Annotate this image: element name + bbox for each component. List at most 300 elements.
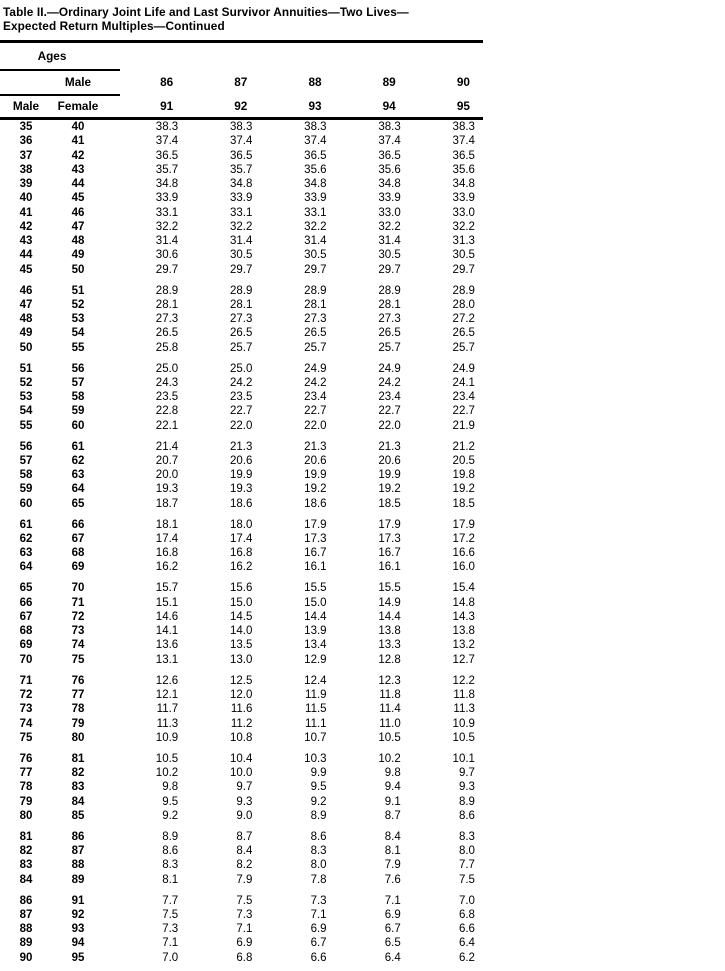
female-age-cell: 63 [71,469,85,482]
multiple-value-cell: 6.9 [236,937,253,950]
male-age-cell: 71 [19,674,33,687]
male-age-cell: 65 [19,582,33,595]
multiple-value-cell: 25.7 [378,341,401,354]
row-block [0,894,483,965]
multiple-value-cell: 6.5 [384,937,401,950]
multiple-value-cell: 21.4 [155,440,179,453]
multiple-value-cell: 26.5 [378,327,401,340]
female-age-cell: 91 [71,894,85,907]
multiple-value-cell: 23.4 [378,391,401,404]
multiple-value-cell: 7.0 [162,951,179,964]
multiple-value-cell: 7.7 [162,894,179,907]
multiple-value-cell: 16.7 [304,547,327,560]
table-row [0,809,483,823]
multiple-value-cell: 24.2 [378,376,401,389]
multiple-value-cell: 9.1 [384,795,401,808]
multiple-value-cell: 7.1 [162,937,179,950]
male-age-cell: 75 [19,731,33,744]
female-age-cell: 68 [71,547,85,560]
multiple-value-cell: 33.1 [155,206,179,219]
table-row [0,177,483,191]
table-row [0,390,483,404]
multiple-value-cell: 19.9 [304,469,327,482]
multiple-value-cell: 22.0 [378,419,401,432]
multiple-value-cell: 21.2 [452,440,475,453]
multiple-value-cell: 28.1 [155,298,179,311]
multiple-value-cell: 33.0 [452,206,475,219]
female-age-cell: 58 [71,391,85,404]
table-row [0,518,483,532]
female-age-cell: 41 [71,135,85,148]
multiple-value-cell: 27.3 [304,313,327,326]
table-row [0,149,483,163]
multiple-value-cell: 7.5 [458,873,475,886]
multiple-value-cell: 9.0 [236,809,253,822]
male-age-cell: 52 [19,376,33,389]
multiple-value-cell: 15.0 [229,596,253,609]
table-row [0,312,483,326]
multiple-value-cell: 29.7 [378,263,401,276]
male-age-cell: 49 [19,327,33,340]
multiple-value-cell: 26.5 [155,327,179,340]
table-row [0,873,483,887]
table-row [0,752,483,766]
multiple-value-cell: 33.1 [304,206,327,219]
multiple-value-cell: 6.9 [384,908,401,921]
female-age-cell: 82 [71,767,85,780]
multiple-value-cell: 16.1 [304,561,327,574]
multiple-value-cell: 18.6 [229,497,253,510]
multiple-value-cell: 9.4 [384,781,401,794]
multiple-value-cell: 16.1 [378,561,401,574]
female-age-cell: 76 [71,674,85,687]
multiple-value-cell: 38.3 [304,121,327,133]
multiple-value-cell: 20.6 [229,454,253,467]
multiple-value-cell: 36.5 [304,149,327,162]
multiple-value-cell: 33.9 [378,192,401,205]
multiple-value-cell: 19.9 [378,469,401,482]
table-row [0,688,483,702]
table-row [0,482,483,496]
multiple-value-cell: 17.9 [304,518,327,531]
multiple-value-cell: 28.9 [452,284,475,297]
male-age-cell: 42 [19,220,33,233]
multiple-value-cell: 9.5 [310,781,327,794]
multiple-value-cell: 25.7 [304,341,327,354]
male-age-col-header: 87 [234,75,248,89]
multiple-value-cell: 29.7 [155,263,179,276]
male-age-cell: 51 [19,362,33,375]
male-age-col-header: 88 [308,75,322,89]
multiple-value-cell: 24.2 [304,376,327,389]
female-age-col-header: 95 [456,99,470,113]
multiple-value-cell: 34.8 [452,178,475,190]
multiple-value-cell: 31.3 [452,235,475,247]
multiple-value-cell: 19.2 [452,483,475,496]
table-row [0,638,483,652]
female-age-cell: 87 [71,845,85,858]
multiple-value-cell: 11.9 [305,689,327,702]
multiple-value-cell: 22.1 [155,419,179,432]
multiple-value-cell: 14.4 [378,610,401,623]
multiple-value-cell: 7.7 [458,859,475,872]
multiple-value-cell: 8.2 [236,859,253,872]
male-age-cell: 61 [19,518,33,531]
multiple-value-cell: 35.7 [229,163,253,176]
multiple-value-cell: 38.3 [155,121,179,133]
multiple-value-cell: 7.6 [384,873,401,886]
male-age-cell: 62 [19,532,33,545]
multiple-value-cell: 12.5 [229,674,253,687]
female-age-cell: 85 [71,809,85,822]
multiple-value-cell: 13.2 [452,639,475,652]
table-row [0,532,483,546]
female-age-cell: 54 [71,327,85,340]
multiple-value-cell: 12.6 [155,674,179,687]
male-age-cell: 74 [19,717,33,730]
male-age-cell: 55 [19,419,33,432]
male-age-col-header: 89 [382,75,396,89]
table-row [0,326,483,340]
multiple-value-cell: 11.2 [230,717,253,730]
multiple-value-cell: 8.7 [236,830,253,843]
multiple-value-cell: 10.9 [452,717,475,730]
male-age-cell: 47 [19,298,33,311]
multiple-value-cell: 33.1 [229,206,253,219]
female-col-label: Female [57,99,99,113]
female-age-cell: 62 [71,454,85,467]
multiple-value-cell: 25.7 [229,341,253,354]
female-age-cell: 50 [71,263,85,276]
multiple-value-cell: 12.9 [304,653,327,666]
multiple-value-cell: 24.9 [452,362,475,375]
female-age-cell: 46 [71,206,85,219]
multiple-value-cell: 37.4 [304,135,327,148]
male-age-cell: 58 [19,469,33,482]
multiple-value-cell: 13.5 [229,639,253,652]
table-row [0,653,483,667]
multiple-value-cell: 19.2 [378,483,401,496]
female-age-cell: 55 [71,341,85,354]
female-age-cell: 53 [71,313,85,326]
multiple-value-cell: 10.3 [304,752,327,765]
male-age-cell: 59 [19,483,33,496]
multiple-value-cell: 16.8 [155,547,179,560]
multiple-value-cell: 10.1 [452,752,475,765]
multiple-value-cell: 37.4 [229,135,253,148]
multiple-value-cell: 13.3 [378,639,401,652]
male-age-cell: 73 [19,703,33,716]
spacer-cell [0,71,52,94]
table-row [0,908,483,922]
multiple-value-cell: 12.0 [229,689,253,702]
multiple-value-cell: 13.1 [155,653,179,666]
female-age-col-header: 92 [234,99,248,113]
female-age-cell: 60 [71,419,85,432]
multiple-value-cell: 8.6 [458,809,475,822]
table-title-line2: Expected Return Multiples—Continued [3,18,225,33]
multiple-value-cell: 9.7 [458,767,475,780]
female-age-cell: 61 [71,440,85,453]
multiple-value-cell: 8.4 [384,830,401,843]
table-row [0,702,483,716]
table-row [0,795,483,809]
table-row [0,376,483,390]
table-row [0,404,483,418]
multiple-value-cell: 13.9 [304,625,327,638]
multiple-value-cell: 17.9 [452,518,475,531]
table-row [0,766,483,780]
female-age-cell: 73 [71,625,85,638]
multiple-value-cell: 13.8 [452,625,475,638]
multiple-value-cell: 29.7 [229,263,253,276]
multiple-value-cell: 13.8 [378,625,401,638]
multiple-value-cell: 17.4 [229,532,253,545]
multiple-value-cell: 15.7 [155,582,179,595]
multiple-value-cell: 12.2 [452,674,475,687]
multiple-value-cell: 8.0 [310,859,327,872]
male-age-cell: 57 [19,454,33,467]
multiple-value-cell: 11.8 [453,689,475,702]
multiple-value-cell: 14.0 [229,625,253,638]
row-block [0,362,483,433]
multiple-value-cell: 38.3 [452,121,475,133]
multiple-value-cell: 30.5 [378,249,401,262]
multiple-value-cell: 6.8 [236,951,253,964]
multiple-value-cell: 24.9 [304,362,327,375]
female-age-col-header: 91 [160,99,174,113]
multiple-value-cell: 28.0 [452,298,475,311]
multiple-value-cell: 16.2 [155,561,179,574]
male-age-cell: 38 [19,163,33,176]
table-row [0,830,483,844]
table-row [0,497,483,511]
multiple-value-cell: 24.1 [452,376,475,389]
table-row [0,284,483,298]
multiple-value-cell: 11.7 [156,703,179,716]
multiple-value-cell: 26.5 [229,327,253,340]
female-age-cell: 71 [71,596,85,609]
multiple-value-cell: 14.8 [452,596,475,609]
multiple-value-cell: 23.4 [452,391,475,404]
multiple-value-cell: 21.9 [452,419,475,432]
multiple-value-cell: 16.8 [229,547,253,560]
row-block [0,581,483,667]
table-title [0,0,483,33]
multiple-value-cell: 36.5 [378,149,401,162]
multiple-value-cell: 10.7 [304,731,327,744]
multiple-value-cell: 7.1 [384,894,401,907]
table-row [0,951,483,965]
multiple-value-cell: 17.4 [155,532,179,545]
multiple-value-cell: 29.7 [304,263,327,276]
multiple-value-cell: 31.4 [155,235,179,247]
male-age-cell: 69 [19,639,33,652]
multiple-value-cell: 18.5 [452,497,475,510]
multiple-value-cell: 7.1 [236,923,253,936]
multiple-value-cell: 14.9 [378,596,401,609]
multiple-value-cell: 22.0 [304,419,327,432]
multiple-value-cell: 37.4 [452,135,475,148]
multiple-value-cell: 28.9 [304,284,327,297]
female-age-cell: 70 [71,582,85,595]
multiple-value-cell: 34.8 [229,178,253,190]
female-age-cell: 59 [71,405,85,418]
table-row [0,674,483,688]
multiple-value-cell: 7.1 [310,908,327,921]
multiple-value-cell: 7.3 [236,908,253,921]
female-age-col-header: 94 [382,99,396,113]
multiple-value-cell: 32.2 [452,220,475,233]
female-age-col-header: 93 [308,99,322,113]
multiple-value-cell: 11.3 [156,717,179,730]
multiple-value-cell: 36.5 [452,149,475,162]
table-row [0,717,483,731]
female-ages-header-row [0,96,483,117]
multiple-value-cell: 32.2 [155,220,179,233]
female-age-cell: 92 [71,908,85,921]
male-age-cell: 56 [19,440,33,453]
multiple-value-cell: 11.0 [379,717,401,730]
multiple-value-cell: 17.3 [378,532,401,545]
multiple-value-cell: 33.9 [155,192,179,205]
multiple-value-cell: 10.4 [229,752,253,765]
table-row [0,581,483,595]
multiple-value-cell: 20.5 [452,454,475,467]
table-row [0,163,483,177]
multiple-value-cell: 13.0 [229,653,253,666]
multiple-value-cell: 25.8 [155,341,179,354]
female-age-cell: 57 [71,376,85,389]
table-row [0,206,483,220]
multiple-value-cell: 15.6 [229,582,253,595]
multiple-value-cell: 10.5 [378,731,401,744]
multiple-value-cell: 19.3 [155,483,179,496]
multiple-value-cell: 8.0 [458,845,475,858]
table-row [0,263,483,277]
multiple-value-cell: 19.8 [452,469,475,482]
multiple-value-cell: 18.6 [304,497,327,510]
multiple-value-cell: 16.0 [452,561,475,574]
male-age-cell: 48 [19,313,33,326]
multiple-value-cell: 35.7 [155,163,179,176]
male-age-cell: 83 [19,859,33,872]
table-row [0,454,483,468]
table-row [0,936,483,950]
multiple-value-cell: 28.9 [155,284,179,297]
female-age-cell: 78 [71,703,85,716]
multiple-value-cell: 8.1 [384,845,401,858]
table-row [0,120,483,134]
multiple-value-cell: 9.8 [384,767,401,780]
male-age-cell: 86 [19,894,33,907]
male-age-cell: 36 [19,135,33,148]
multiple-value-cell: 30.5 [452,249,475,262]
table-row [0,844,483,858]
multiple-value-cell: 13.4 [304,639,327,652]
male-age-cell: 37 [19,149,33,162]
table-row [0,341,483,355]
multiple-value-cell: 28.9 [378,284,401,297]
multiple-value-cell: 24.2 [229,376,253,389]
table-row [0,234,483,248]
male-age-cell: 77 [19,767,33,780]
multiple-value-cell: 24.9 [378,362,401,375]
multiple-value-cell: 12.8 [378,653,401,666]
multiple-value-cell: 31.4 [304,235,327,247]
table-row [0,858,483,872]
male-age-cell: 35 [19,121,33,133]
multiple-value-cell: 8.3 [310,845,327,858]
multiple-value-cell: 8.9 [458,795,475,808]
multiple-value-cell: 20.6 [378,454,401,467]
multiple-value-cell: 17.2 [452,532,475,545]
female-age-cell: 93 [71,923,85,936]
multiple-value-cell: 18.0 [229,518,253,531]
table-row [0,248,483,262]
table-row [0,780,483,794]
multiple-value-cell: 34.8 [304,178,327,190]
multiple-value-cell: 34.8 [378,178,401,190]
male-age-cell: 81 [19,830,33,843]
multiple-value-cell: 15.1 [155,596,179,609]
multiple-value-cell: 25.7 [452,341,475,354]
multiple-value-cell: 6.6 [458,923,475,936]
multiple-value-cell: 24.3 [155,376,179,389]
multiple-value-cell: 36.5 [155,149,179,162]
multiple-value-cell: 9.3 [236,795,253,808]
multiple-value-cell: 10.9 [155,731,179,744]
male-age-cell: 70 [19,653,33,666]
female-age-cell: 43 [71,163,85,176]
male-age-cell: 87 [19,908,33,921]
multiple-value-cell: 35.6 [452,163,475,176]
multiple-value-cell: 22.7 [229,405,253,418]
table-row [0,610,483,624]
table-row [0,596,483,610]
female-age-cell: 45 [71,192,85,205]
multiple-value-cell: 7.8 [310,873,327,886]
multiple-value-cell: 26.5 [452,327,475,340]
female-age-cell: 75 [71,653,85,666]
multiple-value-cell: 32.2 [304,220,327,233]
multiple-value-cell: 10.5 [155,752,179,765]
multiple-value-cell: 33.9 [452,192,475,205]
female-age-cell: 44 [71,178,85,190]
multiple-value-cell: 16.2 [229,561,253,574]
multiple-value-cell: 19.2 [304,483,327,496]
multiple-value-cell: 6.7 [384,923,401,936]
male-age-cell: 41 [19,206,33,219]
male-age-cell: 89 [19,937,33,950]
multiple-value-cell: 11.5 [305,703,327,716]
multiple-value-cell: 36.5 [229,149,253,162]
male-age-cell: 78 [19,781,33,794]
male-age-cell: 90 [19,951,33,964]
multiple-value-cell: 31.4 [229,235,253,247]
male-col-label: Male [12,99,40,113]
multiple-value-cell: 6.6 [310,951,327,964]
male-age-cell: 88 [19,923,33,936]
table-title-line1: Table II.—Ordinary Joint Life and Last Survivor Annuities—Two Lives— [3,5,409,19]
male-age-cell: 66 [19,596,33,609]
multiple-value-cell: 6.2 [458,951,475,964]
table-row [0,546,483,560]
multiple-value-cell: 27.3 [229,313,253,326]
table-row [0,894,483,908]
multiple-value-cell: 9.3 [458,781,475,794]
multiple-value-cell: 33.9 [304,192,327,205]
